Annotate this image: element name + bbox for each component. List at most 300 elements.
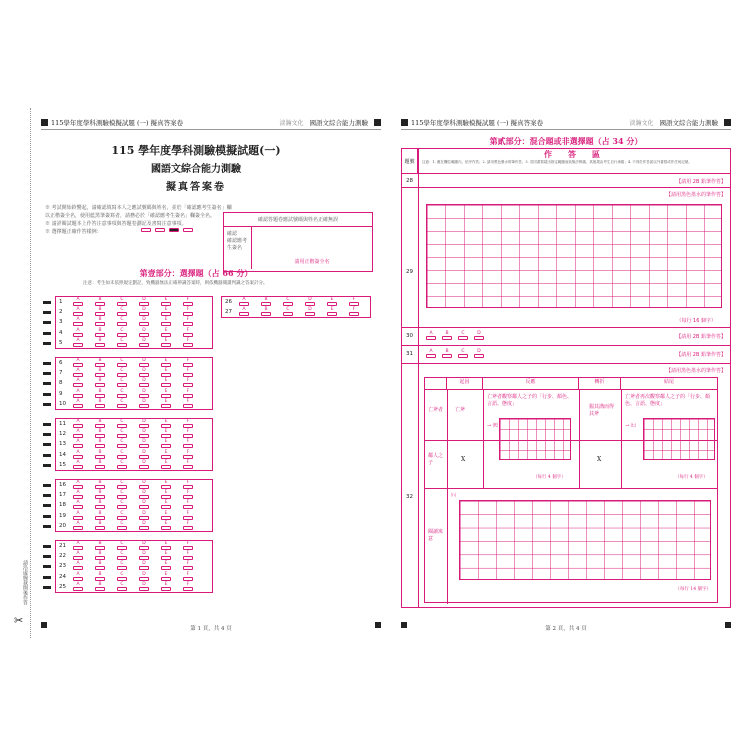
answer-bubble[interactable] [117,317,127,326]
answer-bubble[interactable] [327,297,337,306]
bubble[interactable] [183,556,193,560]
answer-bubble[interactable] [349,307,359,316]
bubble[interactable] [95,333,105,337]
answer-bubble[interactable] [95,561,105,570]
bubble[interactable] [261,312,271,316]
answer-bubble[interactable] [73,561,83,570]
answer-bubble[interactable] [117,551,127,560]
answer-bubble[interactable] [139,572,149,581]
answer-bubble[interactable] [305,297,315,306]
answer-bubble[interactable] [73,307,83,316]
answer-bubble[interactable] [117,480,127,489]
answer-bubble[interactable] [95,338,105,347]
bubble[interactable] [73,383,83,387]
answer-bubble[interactable] [95,317,105,326]
bubble[interactable] [117,363,127,367]
answer-bubble[interactable] [161,450,171,459]
bubble[interactable] [73,546,83,550]
answer-bubble[interactable] [161,389,171,398]
bubble[interactable] [283,312,293,316]
answer-bubble[interactable] [161,429,171,438]
answer-bubble[interactable] [161,378,171,387]
bubble[interactable] [442,336,452,340]
bubble[interactable] [117,444,127,448]
answer-bubble[interactable] [95,297,105,306]
answer-bubble[interactable] [327,307,337,316]
bubble[interactable] [95,302,105,306]
answer-bubble[interactable] [73,358,83,367]
answer-bubble[interactable] [139,419,149,428]
bubble[interactable] [139,333,149,337]
bubble[interactable] [161,516,171,520]
bubble[interactable] [161,587,171,591]
answer-bubble[interactable] [139,561,149,570]
answer-bubble[interactable] [73,572,83,581]
answer-bubble[interactable] [161,419,171,428]
answer-bubble[interactable] [261,297,271,306]
bubble[interactable] [73,333,83,337]
answer-bubble[interactable] [95,582,105,591]
answer-bubble[interactable] [73,429,83,438]
answer-bubble[interactable] [161,328,171,337]
bubble[interactable] [305,302,315,306]
bubble[interactable] [161,485,171,489]
answer-bubble[interactable] [139,368,149,377]
answer-bubble[interactable] [117,490,127,499]
bubble[interactable] [73,516,83,520]
answer-bubble[interactable] [161,460,171,469]
bubble[interactable] [95,312,105,316]
answer-bubble[interactable] [117,297,127,306]
answer-bubble[interactable] [117,389,127,398]
bubble[interactable] [183,546,193,550]
answer-bubble[interactable] [183,307,193,316]
bubble[interactable] [73,556,83,560]
bubble[interactable] [161,455,171,459]
bubble[interactable] [139,577,149,581]
answer-bubble[interactable] [183,582,193,591]
answer-bubble[interactable] [73,399,83,408]
bubble[interactable] [95,516,105,520]
answer-bubble[interactable] [73,490,83,499]
bubble[interactable] [139,322,149,326]
answer-bubble[interactable] [73,480,83,489]
answer-bubble[interactable] [161,480,171,489]
answer-bubble[interactable] [117,399,127,408]
writing-grid[interactable] [499,418,571,460]
bubble[interactable] [139,444,149,448]
answer-bubble[interactable] [139,551,149,560]
answer-bubble[interactable] [161,399,171,408]
answer-bubble[interactable] [183,338,193,347]
bubble[interactable] [426,354,436,358]
bubble[interactable] [95,424,105,428]
answer-bubble[interactable] [73,368,83,377]
bubble[interactable] [139,495,149,499]
answer-bubble[interactable] [139,521,149,530]
bubble[interactable] [117,526,127,530]
bubble[interactable] [161,404,171,408]
bubble[interactable] [183,404,193,408]
bubble[interactable] [183,587,193,591]
answer-bubble[interactable] [117,307,127,316]
bubble[interactable] [73,455,83,459]
bubble[interactable] [117,424,127,428]
answer-bubble[interactable] [117,500,127,509]
answer-bubble[interactable] [117,338,127,347]
bubble[interactable] [117,566,127,570]
bubble[interactable] [117,312,127,316]
answer-bubble[interactable] [95,358,105,367]
answer-bubble[interactable] [139,307,149,316]
bubble[interactable] [73,363,83,367]
answer-bubble[interactable] [139,317,149,326]
answer-bubble[interactable] [117,368,127,377]
bubble[interactable] [73,373,83,377]
answer-bubble[interactable] [117,582,127,591]
answer-bubble[interactable] [183,500,193,509]
answer-bubble[interactable] [458,331,468,340]
bubble[interactable] [139,434,149,438]
answer-bubble[interactable] [95,541,105,550]
answer-bubble[interactable] [183,378,193,387]
bubble[interactable] [139,394,149,398]
bubble[interactable] [458,336,468,340]
bubble[interactable] [117,556,127,560]
bubble[interactable] [95,546,105,550]
bubble[interactable] [73,343,83,347]
answer-bubble[interactable] [117,572,127,581]
answer-bubble[interactable] [183,490,193,499]
bubble[interactable] [139,383,149,387]
answer-bubble[interactable] [139,541,149,550]
bubble[interactable] [442,354,452,358]
answer-bubble[interactable] [73,511,83,520]
bubble[interactable] [117,333,127,337]
bubble[interactable] [95,465,105,469]
bubble[interactable] [349,312,359,316]
bubble[interactable] [239,312,249,316]
bubble[interactable] [95,505,105,509]
answer-bubble[interactable] [139,429,149,438]
writing-grid[interactable] [643,418,715,460]
bubble[interactable] [161,577,171,581]
bubble[interactable] [95,577,105,581]
bubble[interactable] [139,516,149,520]
bubble[interactable] [117,394,127,398]
bubble[interactable] [117,505,127,509]
bubble[interactable] [161,566,171,570]
bubble[interactable] [117,404,127,408]
bubble[interactable] [95,394,105,398]
answer-bubble[interactable] [161,338,171,347]
answer-bubble[interactable] [349,297,359,306]
answer-bubble[interactable] [183,297,193,306]
bubble[interactable] [117,373,127,377]
answer-bubble[interactable] [95,378,105,387]
bubble[interactable] [161,444,171,448]
writing-grid[interactable] [459,500,711,580]
bubble[interactable] [139,587,149,591]
bubble[interactable] [139,302,149,306]
answer-bubble[interactable] [161,297,171,306]
answer-bubble[interactable] [73,439,83,448]
answer-bubble[interactable] [117,460,127,469]
answer-bubble[interactable] [183,511,193,520]
bubble[interactable] [239,302,249,306]
answer-bubble[interactable] [183,389,193,398]
answer-bubble[interactable] [139,389,149,398]
answer-bubble[interactable] [474,331,484,340]
answer-bubble[interactable] [95,439,105,448]
bubble[interactable] [261,302,271,306]
answer-bubble[interactable] [183,521,193,530]
bubble[interactable] [139,546,149,550]
answer-bubble[interactable] [442,331,452,340]
bubble[interactable] [73,495,83,499]
bubble[interactable] [161,312,171,316]
bubble[interactable] [95,343,105,347]
bubble[interactable] [139,404,149,408]
bubble[interactable] [161,505,171,509]
answer-bubble[interactable] [139,358,149,367]
answer-bubble[interactable] [183,460,193,469]
answer-bubble[interactable] [95,399,105,408]
bubble[interactable] [161,363,171,367]
bubble[interactable] [161,333,171,337]
bubble[interactable] [183,424,193,428]
bubble[interactable] [161,546,171,550]
answer-bubble[interactable] [139,439,149,448]
bubble[interactable] [95,373,105,377]
bubble[interactable] [95,495,105,499]
bubble[interactable] [95,444,105,448]
bubble[interactable] [474,336,484,340]
bubble[interactable] [183,373,193,377]
bubble[interactable] [117,546,127,550]
answer-bubble[interactable] [161,358,171,367]
bubble[interactable] [73,424,83,428]
answer-bubble[interactable] [95,490,105,499]
bubble[interactable] [183,485,193,489]
bubble[interactable] [161,556,171,560]
answer-bubble[interactable] [426,331,436,340]
answer-bubble[interactable] [161,511,171,520]
bubble[interactable] [73,465,83,469]
answer-bubble[interactable] [117,429,127,438]
bubble[interactable] [117,302,127,306]
answer-bubble[interactable] [117,450,127,459]
bubble[interactable] [117,465,127,469]
bubble[interactable] [183,312,193,316]
answer-bubble[interactable] [139,582,149,591]
answer-bubble[interactable] [183,439,193,448]
bubble[interactable] [161,394,171,398]
answer-bubble[interactable] [95,521,105,530]
answer-bubble[interactable] [117,511,127,520]
bubble[interactable] [95,566,105,570]
bubble[interactable] [183,465,193,469]
answer-bubble[interactable] [73,582,83,591]
answer-bubble[interactable] [183,419,193,428]
bubble[interactable] [161,434,171,438]
bubble[interactable] [183,444,193,448]
bubble[interactable] [73,404,83,408]
bubble[interactable] [117,434,127,438]
answer-bubble[interactable] [73,328,83,337]
bubble[interactable] [73,505,83,509]
bubble[interactable] [139,566,149,570]
bubble[interactable] [73,526,83,530]
answer-bubble[interactable] [139,480,149,489]
bubble[interactable] [95,526,105,530]
answer-bubble[interactable] [442,349,452,358]
answer-bubble[interactable] [161,317,171,326]
bubble[interactable] [95,455,105,459]
bubble[interactable] [327,302,337,306]
answer-bubble[interactable] [161,551,171,560]
bubble[interactable] [139,373,149,377]
bubble[interactable] [183,455,193,459]
answer-bubble[interactable] [161,490,171,499]
answer-bubble[interactable] [161,500,171,509]
answer-bubble[interactable] [161,541,171,550]
answer-bubble[interactable] [139,338,149,347]
answer-bubble[interactable] [183,450,193,459]
answer-bubble[interactable] [139,328,149,337]
answer-bubble[interactable] [73,338,83,347]
bubble[interactable] [161,495,171,499]
answer-bubble[interactable] [139,399,149,408]
answer-bubble[interactable] [161,582,171,591]
bubble[interactable] [458,354,468,358]
bubble[interactable] [73,485,83,489]
answer-bubble[interactable] [73,521,83,530]
bubble[interactable] [117,516,127,520]
answer-bubble[interactable] [139,490,149,499]
answer-bubble[interactable] [117,358,127,367]
answer-bubble[interactable] [117,328,127,337]
bubble[interactable] [117,455,127,459]
answer-bubble[interactable] [117,561,127,570]
bubble[interactable] [327,312,337,316]
bubble[interactable] [73,312,83,316]
bubble[interactable] [117,485,127,489]
answer-bubble[interactable] [95,511,105,520]
signature-field[interactable]: 請用正楷簽全名 [294,259,330,265]
bubble[interactable] [139,526,149,530]
bubble[interactable] [117,495,127,499]
answer-bubble[interactable] [73,317,83,326]
bubble[interactable] [139,424,149,428]
bubble[interactable] [139,485,149,489]
answer-bubble[interactable] [73,460,83,469]
bubble[interactable] [161,373,171,377]
bubble[interactable] [95,404,105,408]
bubble[interactable] [117,577,127,581]
writing-grid[interactable] [426,204,722,308]
bubble[interactable] [73,394,83,398]
bubble[interactable] [139,343,149,347]
answer-bubble[interactable] [117,521,127,530]
answer-bubble[interactable] [117,378,127,387]
bubble[interactable] [161,343,171,347]
answer-bubble[interactable] [95,551,105,560]
bubble[interactable] [183,394,193,398]
bubble[interactable] [117,322,127,326]
bubble[interactable] [73,566,83,570]
bubble[interactable] [95,587,105,591]
answer-bubble[interactable] [95,460,105,469]
answer-bubble[interactable] [95,480,105,489]
answer-bubble[interactable] [183,358,193,367]
answer-bubble[interactable] [139,511,149,520]
answer-bubble[interactable] [239,297,249,306]
answer-bubble[interactable] [161,439,171,448]
bubble[interactable] [95,485,105,489]
answer-bubble[interactable] [161,307,171,316]
answer-bubble[interactable] [73,419,83,428]
bubble[interactable] [117,587,127,591]
answer-bubble[interactable] [183,561,193,570]
answer-bubble[interactable] [474,349,484,358]
bubble[interactable] [73,587,83,591]
answer-bubble[interactable] [305,307,315,316]
answer-bubble[interactable] [117,419,127,428]
bubble[interactable] [183,566,193,570]
bubble[interactable] [139,455,149,459]
answer-bubble[interactable] [73,378,83,387]
answer-bubble[interactable] [183,317,193,326]
bubble[interactable] [183,363,193,367]
answer-bubble[interactable] [139,297,149,306]
answer-bubble[interactable] [161,561,171,570]
answer-bubble[interactable] [117,541,127,550]
bubble[interactable] [95,556,105,560]
answer-bubble[interactable] [283,297,293,306]
answer-bubble[interactable] [183,572,193,581]
bubble[interactable] [73,322,83,326]
answer-bubble[interactable] [183,480,193,489]
answer-bubble[interactable] [139,460,149,469]
bubble[interactable] [73,302,83,306]
answer-bubble[interactable] [139,450,149,459]
bubble[interactable] [183,505,193,509]
bubble[interactable] [95,383,105,387]
bubble[interactable] [139,505,149,509]
bubble[interactable] [183,577,193,581]
bubble[interactable] [183,526,193,530]
bubble[interactable] [161,424,171,428]
bubble[interactable] [426,336,436,340]
bubble[interactable] [73,434,83,438]
answer-bubble[interactable] [183,429,193,438]
bubble[interactable] [349,302,359,306]
bubble[interactable] [183,516,193,520]
answer-bubble[interactable] [95,389,105,398]
bubble[interactable] [161,465,171,469]
bubble[interactable] [161,383,171,387]
bubble[interactable] [73,577,83,581]
bubble[interactable] [161,302,171,306]
answer-bubble[interactable] [95,572,105,581]
bubble[interactable] [183,302,193,306]
bubble[interactable] [73,444,83,448]
answer-bubble[interactable] [261,307,271,316]
answer-bubble[interactable] [73,541,83,550]
answer-bubble[interactable] [161,572,171,581]
answer-bubble[interactable] [183,368,193,377]
